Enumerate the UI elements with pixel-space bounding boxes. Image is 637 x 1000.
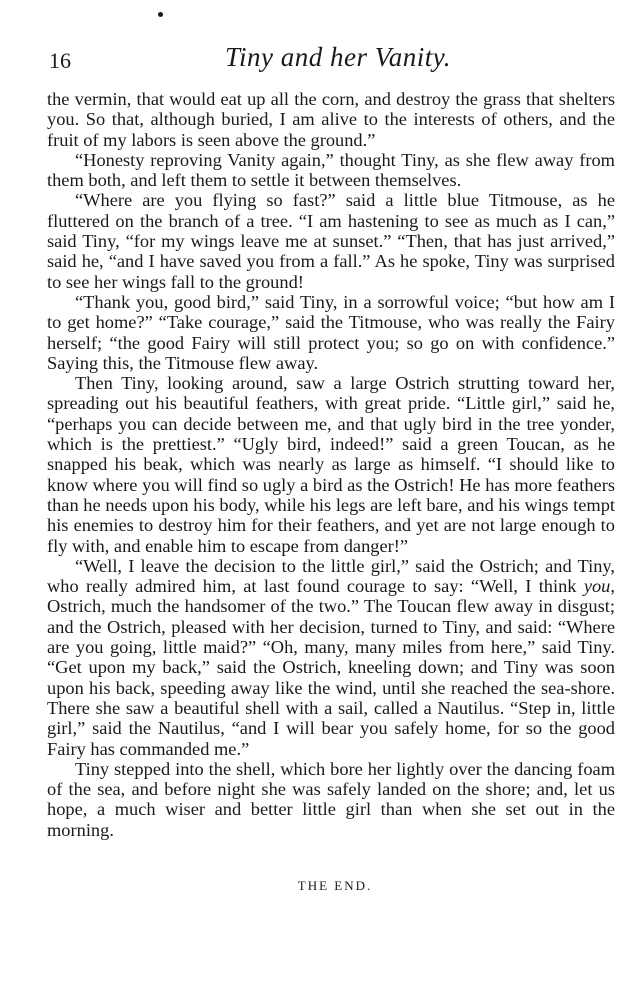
paragraph-continued: the vermin, that would eat up all the corn, and destroy the grass that shelters you. So that, although buried, I am alive to the interests of others, and the fruit of my labors is seen above the ground.” <box>47 89 615 150</box>
running-title: Tiny and her Vanity. <box>225 42 451 72</box>
running-head <box>47 42 615 78</box>
paragraph: “Where are you flying so fast?” said a little blue Titmouse, as he fluttered on the branch of a tree. “I am hastening to see as much as I can,” said Tiny, “for my wings leave me at sunset.” “Then, that has just arrived,” said he, “and I have saved you from a fall.” As he spoke, Tiny was surprised to see her wings fall to the ground! <box>47 190 615 292</box>
body-text <box>47 89 615 840</box>
paragraph: “Thank you, good bird,” said Tiny, in a sorrowful voice; “but how am I to get home?” “Take courage,” said the Titmouse, who was really the Fairy herself; “the good Fairy will still protect you; so go on with confidence.” Saying this, the Titmouse flew away. <box>47 291 615 373</box>
the-end-mark: THE END. <box>297 878 373 893</box>
paragraph: “Honesty reproving Vanity again,” thought Tiny, as she flew away from them both, and left them to settle it between themselves. <box>47 149 615 191</box>
emphasis-you: you <box>583 576 611 597</box>
paragraph <box>47 556 615 759</box>
text-run: , Ostrich, much the handsomer of the two.” The Toucan flew away in disgust; and the Ostrich, pleased with her decision, turned to Tiny, and said: “Where are you going, little maid?” “Oh, many, many miles from here,” said Tiny. “Get upon my back,” said the Ostrich, kneeling down; and Tiny was soon upon his back, speeding away like the wind, until she reached the sea-shore. There she saw a beautiful shell with a sail, called a Nautilus. “Step in, little girl,” said the Nautilus, “and I will bear you safely home, for so the good Fairy has commanded me.” <box>47 576 615 759</box>
paragraph: Then Tiny, looking around, saw a large Ostrich strutting toward her, spreading out his beautiful feathers, with great pride. “Little girl,” said he, “perhaps you can decide between me, and that ugly bird in the tree yonder, which is the prettiest.” “Ugly bird, indeed!” said a green Toucan, as he snapped his beak, which was nearly as large as himself. “I should like to know where you will find so ugly a bird as the Ostrich! He has more feathers than he needs upon his body, while his legs are left bare, and his wings tempt his enemies to destroy him for their feathers, and yet are not large enough to fly with, and enable him to escape from danger!” <box>47 373 615 556</box>
text-run: “Well, I leave the decision to the little girl,” said the Ostrich; and Tiny, who really admired him, at last found courage to say: “Well, I think <box>47 555 615 597</box>
paragraph: Tiny stepped into the shell, which bore her lightly over the dancing foam of the sea, and before night she was safely landed on the shore; and, let us hope, a much wiser and better little girl than when she set out in the morning. <box>47 758 615 840</box>
ink-speck <box>158 12 163 17</box>
page-number: 16 <box>49 48 71 73</box>
book-page <box>47 0 615 1000</box>
